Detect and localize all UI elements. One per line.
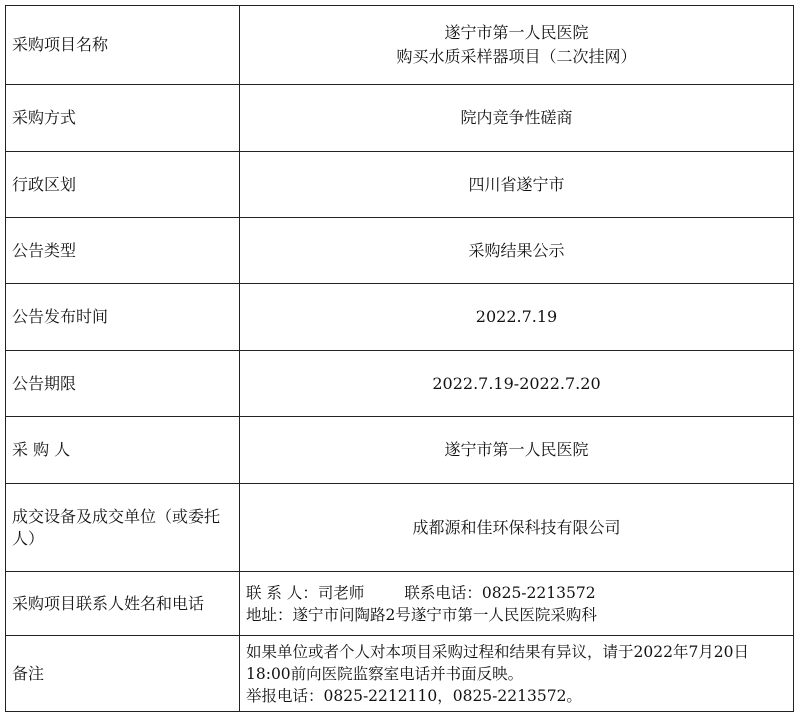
table-row	[6, 6, 794, 85]
row-label: 采购项目名称	[6, 6, 240, 85]
table-row	[6, 417, 794, 484]
table-row	[6, 572, 794, 636]
project-name-line2: 购买水质采样器项目（二次挂网）	[396, 47, 637, 66]
notice-period-value: 2022.7.19-2022.7.20	[240, 351, 794, 417]
notice-type-value: 采购结果公示	[240, 218, 794, 284]
table-row	[6, 484, 794, 572]
remarks-text: 如果单位或者个人对本项目采购过程和结果有异议，请于2022年7月20日18:00前向医院监察室电话并书面反映。	[246, 642, 750, 683]
remarks-cell	[240, 636, 794, 712]
table-row	[6, 351, 794, 417]
row-label: 采购项目联系人姓名和电话	[6, 572, 240, 636]
project-name-line1: 遂宁市第一人民医院	[444, 23, 589, 42]
contact-person-line	[246, 582, 787, 604]
row-label: 采 购 人	[6, 417, 240, 484]
contact-person: 联 系 人：司老师	[246, 583, 365, 602]
row-label: 公告类型	[6, 218, 240, 284]
region-value: 四川省遂宁市	[240, 152, 794, 218]
table-row	[6, 85, 794, 152]
contact-cell	[240, 572, 794, 636]
contact-phone: 联系电话：0825-2213572	[404, 583, 596, 602]
row-label: 公告期限	[6, 351, 240, 417]
table-row	[6, 218, 794, 284]
project-name-cell	[240, 6, 794, 85]
row-label: 公告发布时间	[6, 284, 240, 351]
row-label: 采购方式	[6, 85, 240, 152]
report-phone: 举报电话：0825-2212110，0825-2213572。	[246, 686, 582, 705]
procurement-notice-table	[5, 5, 794, 712]
row-label: 成交设备及成交单位（或委托人）	[6, 484, 240, 572]
row-label: 备注	[6, 636, 240, 712]
purchaser-value: 遂宁市第一人民医院	[240, 417, 794, 484]
contact-address: 地址：遂宁市问陶路2号遂宁市第一人民医院采购科	[246, 605, 597, 624]
row-label: 行政区划	[6, 152, 240, 218]
publish-time-value: 2022.7.19	[240, 284, 794, 351]
table-row	[6, 284, 794, 351]
winner-value: 成都源和佳环保科技有限公司	[240, 484, 794, 572]
table-row	[6, 152, 794, 218]
table-row	[6, 636, 794, 712]
method-value: 院内竞争性磋商	[240, 85, 794, 152]
